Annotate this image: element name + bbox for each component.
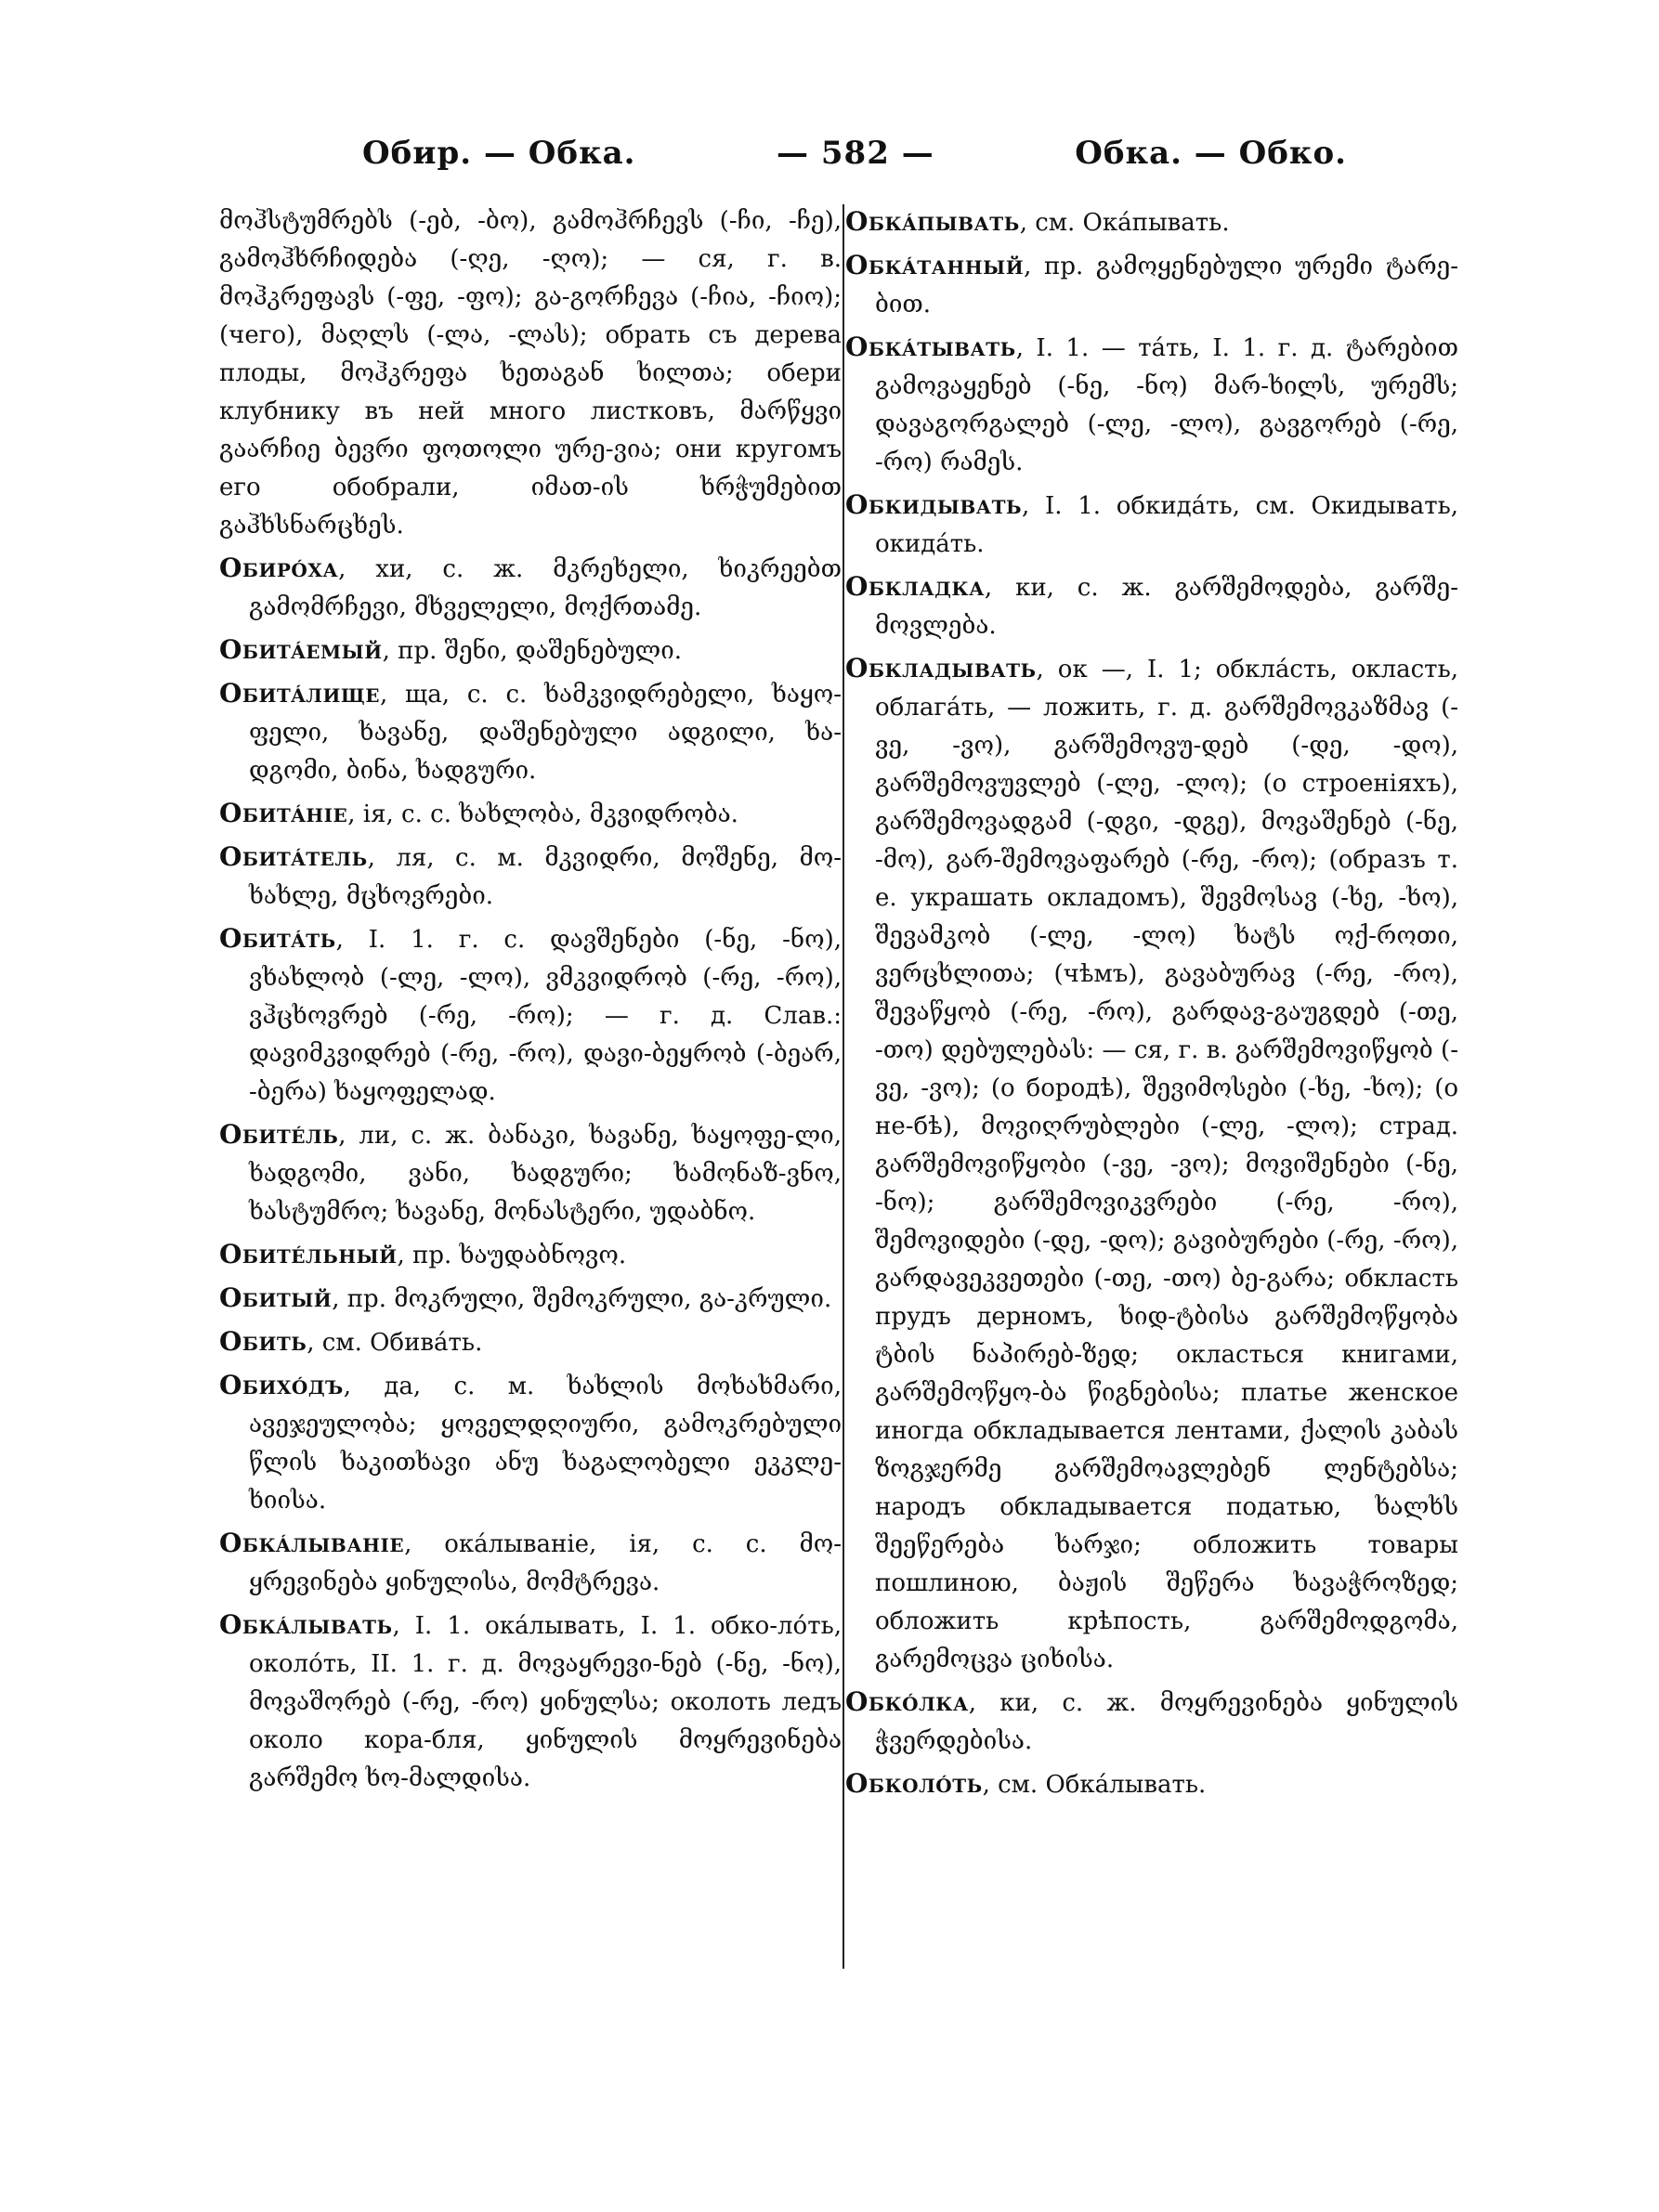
- entry-headword: Обитéль: [219, 1119, 339, 1150]
- entry-headword: Обитáть: [219, 923, 336, 954]
- entry-definition: , окáлываніе, ія, с. с. მო-ყრევინება ყინულისა, მომტრევა.: [249, 1530, 842, 1596]
- dictionary-entry: [845, 1764, 1458, 1804]
- dictionary-entry: [219, 1115, 842, 1231]
- dictionary-entry: [845, 328, 1458, 482]
- dictionary-entry: [219, 794, 842, 834]
- dictionary-entry: [845, 567, 1458, 645]
- entry-headword: Обкóлка: [845, 1686, 969, 1717]
- entry-definition: , см. Обкáлывать.: [982, 1771, 1207, 1799]
- entry-definition: , см. Обивáть.: [307, 1329, 483, 1357]
- entry-headword: Обкáтанный: [845, 250, 1025, 280]
- dictionary-entry: [845, 486, 1458, 564]
- entry-definition: , ки, с. ж. გარშემოდება, გარშე-მოვლება.: [875, 574, 1458, 640]
- entry-definition: , пр. მოკრული, შემოკრული, გა-კრული.: [332, 1285, 832, 1313]
- entry-definition: , см. Окáпывать.: [1019, 209, 1230, 237]
- entry-definition: , пр. ხაუდაბნოვო.: [397, 1242, 627, 1269]
- dictionary-entry: [219, 1322, 842, 1362]
- right-column: [845, 202, 1458, 1808]
- dictionary-entry: [219, 1366, 842, 1520]
- dictionary-entry: [219, 1279, 842, 1319]
- entry-definition: , I. 1. окáлывать, I. 1. обко-лóть, околóть, II. 1. г. д. მოვაყრევი-ნებ (-ნე, -ნო), მოვაშორებ (-რე, -რო) ყინულსა; околоть ледъ около кора-бля, ყინულის მოყრევინება გარშემო ხო-მალდისა.: [249, 1612, 842, 1792]
- entry-headword: Обить: [219, 1326, 307, 1357]
- header-left-range: Обир. — Обка.: [362, 135, 636, 172]
- entry-headword: Обитый: [219, 1282, 333, 1313]
- entry-definition: , ли, с. ж. ბანაკი, ხავანე, ხაყოფე-ლი, ხადგომი, ვანი, ხადგური; ხამონაზ-ვნო, ხასტუმრო; ხავანე, მონასტერი, უდაბნო.: [249, 1122, 842, 1226]
- dictionary-entry: [219, 1606, 842, 1798]
- left-column: [219, 202, 842, 1802]
- entry-headword: Обколóть: [845, 1768, 983, 1799]
- entry-definition: , пр. გამოყენებული ურემი ტარე-ბით.: [875, 253, 1458, 319]
- entry-definition: , ща, с. с. ხამკვიდრებელი, ხაყო-ფელი, ხავანე, დაშენებული ადგილი, ხა-დგომი, ბინა, ხადგური.: [249, 681, 842, 785]
- page-number: — 582 —: [777, 135, 934, 172]
- dictionary-entry: [219, 1524, 842, 1602]
- entry-headword: Обкáлывать: [219, 1609, 393, 1640]
- dictionary-entry: [219, 202, 842, 545]
- page-header: [362, 130, 1347, 176]
- entry-definition: , ля, с. м. მკვიდრი, მოშენე, მო-ხახლე, მცხოვრები.: [249, 844, 842, 910]
- entry-headword: Обкáпывать: [845, 206, 1020, 237]
- entry-headword: Обкидывать: [845, 489, 1022, 520]
- entry-definition: , хи, с. ж. მკრეხელი, ხიკრეებთ გამომრჩევი, მხველელი, მოქრთამე.: [249, 555, 842, 621]
- entry-headword: Обкáлываніе: [219, 1528, 405, 1558]
- entry-headword: Обитáемый: [219, 634, 383, 665]
- entry-definition: , да, с. м. ხახლის მოხახმარი, ავეჯეულობა; ყოველდღიური, გამოკრებული წლის ხაკითხავი ანუ ხაგალობელი ეკკლე-ხიისა.: [249, 1373, 842, 1515]
- dictionary-entry: [219, 674, 842, 790]
- dictionary-entry: [845, 649, 1458, 1679]
- entry-headword: Обитáніе: [219, 798, 348, 828]
- entry-headword: Обкладывать: [845, 653, 1037, 683]
- dictionary-entry: [219, 549, 842, 627]
- entry-definition: , ок —, I. 1; обклáсть, окласть, облагáть, — ложить, г. д. გარშემოვკაზმავ (-ვე, -ვო), გარშემოვუ-დებ (-დე, -დო), გარშემოვუვლებ (-ლე, -ლო); (о строеніяхъ), გარშემოვადგამ (-დგი, -დგე), მოვაშენებ (-ნე, -მო), გარ-შემოვაფარებ (-რე, -რო); (образъ т. е. украшать окладомъ), შევმოსავ (-ხე, -ხო), შევამკობ (-ლე, -ლო) ხატს ოქ-როთი, ვერცხლითა; (чѣмъ), გავაბურავ (-რე, -რო), შევაწყობ (-რე, -რო), გარდავ-გაუგდებ (-თე, -თო) დებულებას: — ся, г. в. გარშემოვიწყობ (-ვე, -ვო); (о бородѣ), შევიმოსები (-ხე, -ხო); (о не-бѣ), მოვიღრუბლები (-ლე, -ლო); страд. გარშემოვიწყობი (-ვე, -ვო); მოვიშენები (-ნე, -ნო); გარშემოვიკვრები (-რე, -რო), შემოვიდები (-დე, -დო); გავიბურები (-რე, -რო), გარდავეკვეთები (-თე, -თო) ბე-გარა; обкласть прудъ дерномъ, ხიდ-ტბისა გარშემოწყობა ტბის ნაპირებ-ზედ; окласться книгами, გარშემოწყო-ბა წიგნებისა; платье женское иногда обкладывается лентами, ქალის კაბას ზოგჯერმე გარშემოავლებენ ლენტებსა; народъ обкладывается податью, ხალხს შეეწერება ხარჯი; обложить товары пошлиною, ბაჟის შეწერა ხავაჭროზედ; обложить крѣпость, გარშემოდგომა, გარემოცვა ციხისა.: [875, 656, 1458, 1673]
- entry-headword: Обирóха: [219, 553, 339, 583]
- entry-headword: Обитáтель: [219, 841, 368, 872]
- entry-headword: Обкáтывать: [845, 332, 1016, 362]
- entry-headword: Обитáлище: [219, 678, 380, 709]
- entry-definition: , ки, с. ж. მოყრევინება ყინულის ჭვერდებისა.: [875, 1689, 1458, 1755]
- entry-definition: , I. 1. — тáть, I. 1. г. д. ტარებით გამოვაყენებ (-ნე, -ნო) მარ-ხილს, ურემს; დავაგორგალებ (-ლე, -ლო), გავგორებ (-რე, -რო) რამეს.: [875, 334, 1458, 476]
- entry-headword: Обихóдъ: [219, 1370, 344, 1400]
- entry-definition: მოჰსტუმრებს (-ებ, -ბო), გამოჰრჩევს (-ჩი, -ჩე), გამოჰხრჩიდება (-ღე, -ღო); — ся, г. в. მოჰკრეფავს (-ფე, -ფო); გა-გორჩევა (-ჩია, -ჩიო); (чего), მაღლს (-ლა, -ლას); обрать съ дерева плоды, მოჰკრეფა ხეთაგან ხილთა; обери клубнику въ ней много листковъ, მარწყვი გაარჩიე ბევრი ფოთოლი ურე-ვია; они кругомъ его обобрали, იმათ-ის ხრჭუმებით გაჰხსნარცხეს.: [219, 207, 842, 540]
- entry-headword: Обкладка: [845, 571, 985, 602]
- entry-definition: , ія, с. с. ხახლობა, მკვიდრობა.: [347, 800, 738, 828]
- column-divider: [843, 204, 844, 1969]
- entry-headword: Обитéльный: [219, 1239, 398, 1269]
- dictionary-entry: [845, 246, 1458, 324]
- dictionary-entry: [845, 202, 1458, 242]
- entry-definition: , пр. შენი, დაშენებული.: [382, 637, 683, 665]
- dictionary-entry: [219, 1235, 842, 1275]
- header-right-range: Обка. — Обко.: [1075, 135, 1347, 172]
- entry-definition: , I. 1. обкидáть, см. Окидывать, окидáть.: [875, 492, 1458, 558]
- dictionary-entry: [219, 631, 842, 670]
- dictionary-entry: [845, 1683, 1458, 1761]
- dictionary-entry: [219, 919, 842, 1112]
- entry-definition: , I. 1. г. с. დავშენები (-ნე, -ნო), ვხახლობ (-ლე, -ლო), ვმკვიდრობ (-რე, -რო), ვჰცხოვრებ (-რე, -რო); — г. д. Слав.: დავიმკვიდრებ (-რე, -რო), დავი-ბეყრობ (-ბეარ, -ბერა) ხაყოფელად.: [249, 926, 842, 1106]
- dictionary-entry: [219, 838, 842, 916]
